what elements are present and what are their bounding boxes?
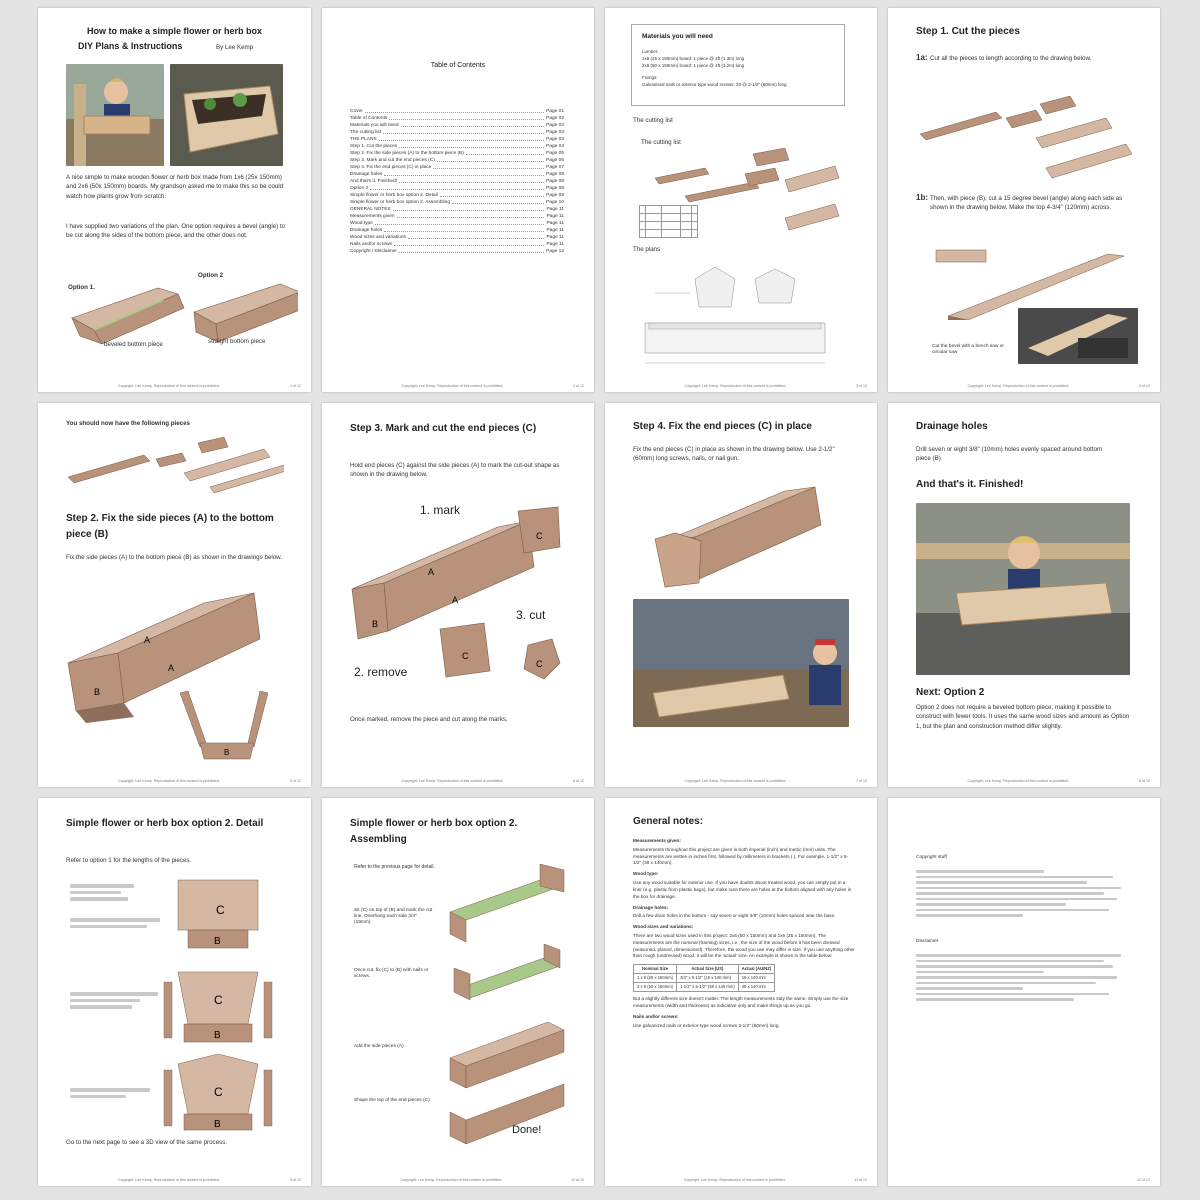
page-toc (322, 8, 594, 392)
assembling-step-3: Add the side pieces (A). (354, 1044, 405, 1049)
next-text: Option 2 does not require a beveled bottom piece, making it possible to construct with fewer tools. It uses the same wood sizes and amount as Option 1, but the plan and construction method differ slightly. (916, 704, 1130, 730)
toc-leader (379, 136, 544, 141)
fixings-line: Galvanised nails or exterior type wood screws: 20 @ 2-1/2" (60mm) long (642, 82, 787, 87)
wood-size-table (633, 964, 775, 992)
toc-page: Page 03 (546, 137, 564, 142)
cut-label: 3. cut (516, 608, 546, 622)
diagram-label-a: A (428, 567, 435, 577)
toc-row[interactable] (350, 241, 564, 248)
toc-row[interactable] (350, 199, 564, 206)
step-4-title: Step 4. Fix the end pieces (C) in place (633, 421, 812, 432)
toc-leader (384, 227, 544, 232)
toc-page: Page 10 (546, 200, 564, 205)
photo-finished-box (916, 503, 1130, 675)
toc-leader (370, 185, 544, 190)
lumber-label: Lumber: (642, 49, 659, 54)
footer: Copyright: Lee Kemp. Reproduction of this content is prohibited. (118, 779, 220, 783)
toc-leader (466, 150, 544, 155)
materials-box (631, 24, 845, 106)
toc-page: Page 08 (546, 186, 564, 191)
diagram-label-b: B (214, 1030, 221, 1041)
intro-text-2: I have supplied two variations of the plan. One option requires a bevel (angle) to be cut along the sides of the bottom piece, and the other does not. (66, 223, 286, 240)
toc-page: Page 03 (546, 123, 564, 128)
toc-entry: And that's it. Finished! (350, 179, 398, 184)
notes-paragraph: But a slightly different size doesn't matter. The length measurements stay the same. Simply use the size measurements (width and thickness) as indicative only and make things up as you go. (633, 996, 849, 1009)
toc-row[interactable] (350, 220, 564, 227)
cutting-table (639, 205, 698, 238)
toc-entry: Step 4. Fix the end pieces (C) in place (350, 165, 432, 170)
toc-entry: Materials you will need (350, 123, 399, 128)
toc-page: Page 03 (546, 130, 564, 135)
page-number: 12 of 12 (1137, 1178, 1150, 1182)
option-1-label: Option 1. (68, 284, 95, 291)
lumber-line-1: 1x6 (25 x 150mm) board: 1 piece @ 4ft (1.3m) long (642, 56, 745, 61)
toc-entry: Wood sizes and variations (350, 235, 406, 240)
toc-page: Page 06 (546, 158, 564, 163)
page-number: 9 of 12 (290, 1178, 301, 1182)
toc-row[interactable] (350, 143, 564, 150)
general-notes-title: General notes: (633, 816, 704, 827)
toc-row[interactable] (350, 122, 564, 129)
disclaimer-text (916, 954, 1130, 1004)
toc-page: Page 04 (546, 144, 564, 149)
page-step-4 (605, 403, 877, 787)
page-cover (38, 8, 311, 392)
notes-heading: Wood type: (633, 871, 659, 877)
assembling-step-1: Sit (C) on top of (B) and mark the cut line. Overhang each side 3/4" (19mm) (354, 908, 433, 926)
toc-row[interactable] (350, 136, 564, 143)
toc-entry: The cutting list (350, 130, 381, 135)
option-2-detail-text: Refer to option 1 for the lengths of the pieces. (66, 857, 192, 864)
toc-page: Page 11 (546, 228, 564, 233)
page-option-2-detail (38, 798, 311, 1186)
toc-row[interactable] (350, 248, 564, 255)
toc-leader (389, 115, 544, 120)
footer: Copyright: Lee Kemp. Reproduction of this content is prohibited. (684, 384, 787, 388)
fixings-label: Fixings: (642, 75, 658, 80)
bevel-caption: Cut the bevel with a bench saw or circular saw (932, 344, 1004, 356)
diagram-label-c: C (214, 1085, 223, 1099)
diagram-label-a: A (144, 635, 151, 645)
toc-row[interactable] (350, 157, 564, 164)
cut-pieces-diagram (916, 94, 1136, 184)
page-title: How to make a simple flower or herb box (86, 26, 263, 36)
toc-entry: Table of Contents (350, 116, 388, 121)
cutting-list-heading: The cutting list (633, 117, 673, 124)
diagram-label-a: A (168, 663, 175, 673)
diagram-label-c: C (462, 651, 469, 661)
beveled-label: beveled bottom piece (104, 341, 163, 348)
toc-page: Page 05 (546, 151, 564, 156)
table-cell: 2 x 6 (50 x 150mm) (634, 983, 677, 992)
toc-row[interactable] (350, 171, 564, 178)
toc-page: Page 09 (546, 193, 564, 198)
notes-heading: Nails and/or screws: (633, 1014, 679, 1020)
table-cell: 3/4" x 5-1/2" (19 x 140 mm) (677, 974, 739, 983)
detail-notes (70, 992, 158, 1012)
remove-label: 2. remove (354, 665, 408, 679)
page-number: 2 of 12 (573, 384, 584, 388)
page-number: 4 of 12 (1139, 384, 1150, 388)
footer: Copyright: Lee Kemp. Reproduction of this content is prohibited. (401, 779, 504, 783)
photo-bench-saw (1018, 308, 1138, 364)
page-materials (605, 8, 877, 392)
step-2-diagram (64, 583, 294, 773)
page-step-3 (322, 403, 594, 787)
plans-diagram (635, 263, 855, 373)
step-3-bottom: Once marked, remove the piece and cut along the marks. (350, 716, 508, 723)
notes-heading: Drainage holes: (633, 904, 669, 910)
notes-paragraph: There are two wood sizes used in this project: 2x6 (50 x 150mm) and 1x6 (25 x 150mm). The measurements are the nominal (framing) sizes, i.e., the size of the wood before it has been dressed (seasoned, planed, dimensioned). Therefore, the wood you use may differ in size. If you use anything other than rough (undressed) wood, it will be the 'actual' size. An example is shown in the table below: (633, 932, 855, 959)
toc-leader (408, 234, 545, 239)
detail-notes (70, 918, 160, 931)
diagram-label-c: C (536, 531, 543, 541)
footer: Copyright: Lee Kemp. Reproduction of this content is prohibited. (118, 384, 220, 388)
toc-leader (437, 157, 544, 162)
toc-page: Page 08 (546, 179, 564, 184)
step-1b-text: Then, with piece (B), cut a 15 degree bevel (angle) along each side as shown in the drawing below. Make the top 4-3/4" (120mm) across. (930, 195, 1123, 212)
page-copyright (888, 798, 1160, 1186)
footer: Copyright: Lee Kemp. Reproduction of this content is prohibited. (967, 779, 1070, 783)
detail-notes (70, 884, 134, 904)
step-3-title: Step 3. Mark and cut the end pieces (C) (350, 423, 537, 434)
photo-boy-with-box (66, 64, 164, 166)
step-3-diagram (348, 499, 578, 719)
notes-paragraph: Use galvanized nails or exterior-type wood screws 2-1/2" (60mm) long. (633, 1022, 780, 1028)
toc-leader (401, 122, 545, 127)
table-cell: 19 x 140 mm (738, 974, 775, 983)
toc-page: Page 01 (546, 109, 564, 114)
option-2-assembling-title: Simple flower or herb box option 2. Assembling (350, 818, 518, 845)
byline: By Lee Kemp (216, 44, 254, 51)
step-1-title: Step 1. Cut the pieces (916, 26, 1020, 37)
finished-title: And that's it. Finished! (916, 479, 1024, 490)
notes-heading: Wood sizes and variations: (633, 924, 694, 930)
toc-row[interactable] (350, 164, 564, 171)
step-4-text: Fix the end pieces (C) in place as shown in the drawing below. Use 2-1/2" (60mm) long screws, nails, or nail gun. (633, 446, 835, 463)
footer: Copyright: Lee Kemp. Reproduction of this content is prohibited. (400, 1178, 503, 1182)
general-notes-body (633, 838, 855, 1030)
toc-entry: Simple flower or herb box option 2. Detail (350, 193, 438, 198)
toc-row[interactable] (350, 178, 564, 185)
toc-entry: Drainage holes (350, 172, 383, 177)
step-1b-label: 1b: (916, 193, 928, 202)
page-number: 5 of 12 (290, 779, 301, 783)
next-title: Next: Option 2 (916, 687, 985, 698)
disclaimer-heading: Disclaimer (916, 939, 939, 944)
option-2-detail-bottom: Go to the next page to see a 3D view of the same process. (66, 1139, 227, 1146)
diagram-label-c: C (216, 903, 225, 917)
notes-paragraph: Use any wood suitable for exterior use. If you have doubts about treated wood, you can simply put in a liner (e.g. plastic from plastic bags), but make sure there are holes at the bottom aligned with any holes in the box for drainage. (633, 880, 852, 899)
page-number: 8 of 12 (1139, 779, 1150, 783)
toc-row[interactable] (350, 234, 564, 241)
footer: Copyright: Lee Kemp. Reproduction of this content is prohibited. (401, 384, 504, 388)
toc-leader (393, 206, 545, 211)
page-number: 3 of 12 (856, 384, 867, 388)
toc-row[interactable] (350, 108, 564, 115)
page-option-2-assembling (322, 798, 594, 1186)
footer: Copyright: Lee Kemp. Reproduction of this content is prohibited. (684, 779, 787, 783)
cutting-list-label: The cutting list (641, 139, 681, 146)
page-number: 10 of 12 (571, 1178, 584, 1182)
page-general-notes (605, 798, 877, 1186)
toc-leader (399, 143, 544, 148)
page-step-2 (38, 403, 311, 787)
photo-boy-building (633, 599, 849, 727)
diagram-label-b: B (224, 748, 230, 757)
toc-row[interactable] (350, 185, 564, 192)
toc-entry: Step 1. Cut the pieces (350, 144, 398, 149)
detail-notes (70, 1088, 150, 1101)
toc-leader (397, 213, 545, 218)
drainage-text: Drill seven or eight 3/8" (10mm) holes evenly spaced around bottom piece (B) (916, 446, 1103, 463)
footer: Copyright: Lee Kemp. Reproduction of this content is prohibited. (683, 1178, 786, 1182)
materials-title: Materials you will need (642, 33, 713, 40)
toc-page: Page 11 (546, 242, 564, 247)
footer: Copyright: Lee Kemp. Reproduction of this content is prohibited. (118, 1178, 220, 1182)
table-cell: 1 x 6 (25 x 150mm) (634, 974, 677, 983)
assembling-step-4: Shape the top of the end pieces (C). (354, 1098, 432, 1103)
table-cell: 1-1/2" x 5-1/2" (38 x 140 mm) (677, 983, 739, 992)
notes-paragraph: Measurements throughout this project are given in both imperial (inch) and metric (mm) units. The measurements are written in inches first, followed by millimeters in brackets ( ). For example, 1-1/2" x 5-1/2" (38 x 140mm). (633, 846, 849, 866)
toc-page: Page 11 (546, 221, 564, 226)
toc-entry: Simple flower or herb box option 2. Assembling (350, 200, 450, 205)
toc-page: Page 08 (546, 172, 564, 177)
toc-row[interactable] (350, 213, 564, 220)
photo-box-with-plants (170, 64, 283, 166)
step-4-diagram (635, 479, 845, 589)
step-3-text: Hold end pieces (C) against the side pieces (A) to mark the cut-out shape as shown in the drawing below. (350, 462, 560, 479)
diagram-label-b: B (372, 619, 379, 629)
done-label: Done! (512, 1124, 542, 1136)
page-subtitle: DIY Plans & Instructions (78, 41, 183, 51)
plans-heading: The plans (633, 246, 661, 253)
assembling-text: Refer to the previous page for detail. (354, 864, 435, 870)
toc-entry: Option 2 (350, 186, 369, 191)
step-1a-text: Cut all the pieces to length according to the drawing below. (930, 55, 1092, 62)
toc-page: Page 11 (546, 214, 564, 219)
table-cell: 45 x 140 mm (738, 983, 775, 992)
pieces-heading: You should now have the following pieces (66, 420, 190, 427)
toc-leader (433, 164, 544, 169)
table-header: Actual Size (US) (677, 965, 739, 974)
notes-paragraph: Drill a few drain holes in the bottom - say seven or eight 3/8" (10mm) holes spaced near the base. (633, 913, 836, 919)
toc-leader (384, 171, 544, 176)
toc-leader (452, 199, 544, 204)
diagram-label-b: B (94, 687, 101, 697)
drainage-title: Drainage holes (916, 421, 988, 432)
pieces-diagram (64, 435, 284, 495)
step-2-title: Step 2. Fix the side pieces (A) to the bottom piece (B) (66, 513, 274, 540)
footer: Copyright: Lee Kemp. Reproduction of this content is prohibited. (967, 384, 1070, 388)
lumber-line-2: 2x6 (50 x 150mm) board: 1 piece @ 4ft (1.2m) long (642, 63, 745, 68)
toc-list (350, 108, 564, 255)
straight-label: straight bottom piece (208, 338, 266, 345)
page-number: 7 of 12 (856, 779, 867, 783)
assembling-step-2: Once cut, fix (C) to (B) with nails or screws. (354, 968, 429, 980)
step-1a-label: 1a: (916, 53, 928, 62)
table-header: Actual (AU/NZ) (738, 965, 775, 974)
intro-text: A nice simple to make wooden flower or herb box made from 1x6 (25x 150mm) and 2x6 (50x 150mm) boards. My grandson asked me to make this so be could watch how plants grow from scratch. (66, 174, 284, 200)
toc-page: Page 11 (546, 207, 564, 212)
toc-page: Page 02 (546, 116, 564, 121)
toc-row[interactable] (350, 227, 564, 234)
toc-leader (399, 248, 544, 253)
diagram-label-a: A (452, 595, 459, 605)
toc-entry: GENERAL NOTES (350, 207, 391, 212)
copyright-heading: Copyright stuff (916, 855, 947, 860)
diagram-label-c: C (536, 659, 543, 669)
toc-row[interactable] (350, 115, 564, 122)
toc-row[interactable] (350, 129, 564, 136)
toc-page: Page 12 (546, 249, 564, 254)
page-drainage (888, 403, 1160, 787)
diagram-label-b: B (214, 1119, 221, 1130)
table-header: Nominal Size (634, 965, 677, 974)
toc-entry: THE PLANS (350, 137, 377, 142)
toc-leader (383, 129, 544, 134)
step-2-text: Fix the side pieces (A) to the bottom piece (B) as shown in the drawings below. (66, 554, 282, 561)
toc-entry: Nails and/or screws (350, 242, 392, 247)
diagram-label-c: C (214, 993, 223, 1007)
toc-leader (399, 178, 544, 183)
toc-entry: Step 2. Fix the side pieces (A) to the bottom piece (B) (350, 151, 464, 156)
toc-entry: Copyright / Disclaimer (350, 249, 397, 254)
toc-leader (365, 108, 544, 113)
toc-leader (375, 220, 545, 225)
toc-page: Page 07 (546, 165, 564, 170)
toc-entry: Cover (350, 109, 363, 114)
page-step-1 (888, 8, 1160, 392)
option-2-detail-title: Simple flower or herb box option 2. Detail (66, 818, 264, 829)
toc-entry: Drainage holes (350, 228, 383, 233)
page-number: 1 of 12 (290, 384, 301, 388)
toc-entry: Step 3. Mark and cut the end pieces (C) (350, 158, 435, 163)
option-2-label: Option 2 (198, 272, 224, 279)
mark-label: 1. mark (420, 503, 461, 517)
toc-row[interactable] (350, 192, 564, 199)
toc-row[interactable] (350, 150, 564, 157)
toc-page: Page 11 (546, 235, 564, 240)
toc-title: Table of Contents (430, 62, 486, 69)
page-number: 6 of 12 (573, 779, 584, 783)
toc-entry: Wood type (350, 221, 373, 226)
toc-row[interactable] (350, 206, 564, 213)
diagram-label-b: B (214, 936, 221, 947)
toc-leader (394, 241, 545, 246)
toc-entry: Measurements given (350, 214, 395, 219)
copyright-text (916, 870, 1130, 920)
assembling-diagram (440, 862, 580, 1152)
toc-leader (440, 192, 544, 197)
notes-heading: Measurements given: (633, 838, 681, 843)
page-number: 11 of 12 (854, 1178, 867, 1182)
